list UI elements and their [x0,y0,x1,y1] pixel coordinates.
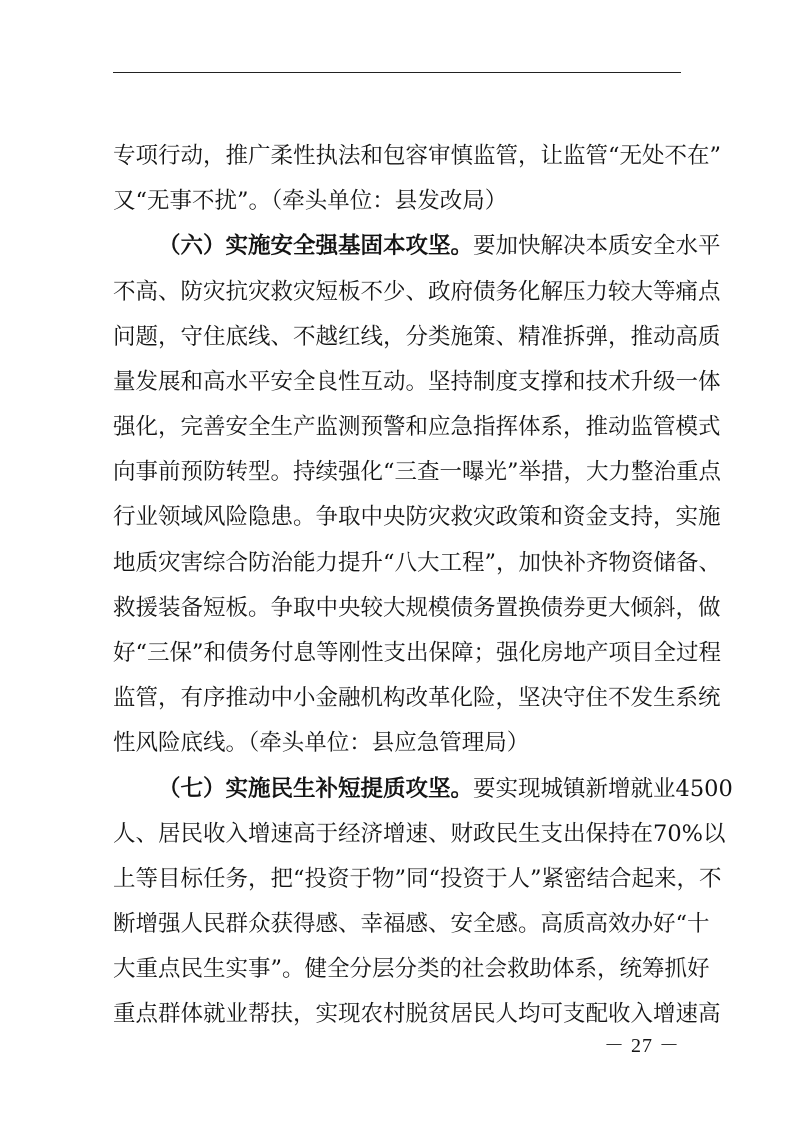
text-line: 救援装备短板。争取中央较大规模债务置换债券更大倾斜，做 [113,595,721,621]
text-line: 性风险底线。（牵头单位：县应急管理局） [113,730,530,756]
text-line: 专项行动，推广柔性执法和包容审慎监管，让监管“无处不在” [113,143,722,169]
text-line: 断增强人民群众获得感、幸福感、安全感。高质高效办好“十 [113,911,710,937]
text-line: 向事前预防转型。持续强化“三查一曝光”举措，大力整治重点 [113,459,722,485]
text-line: 不高、防灾抗灾救灾短板不少、政府债务化解压力较大等痛点 [113,279,721,305]
text-line: 大重点民生实事”。健全分层分类的社会救助体系，统筹抓好 [113,956,710,982]
section-heading-line [158,772,733,806]
text-line: 行业领域风险隐患。争取中央防灾救灾政策和资金支持，实施 [113,504,721,530]
text-line: 地质灾害综合防治能力提升“八大工程”，加快补齐物资储备、 [113,550,722,576]
section-heading-line [158,229,721,263]
text-span: 要实现城镇新增就业4500 [473,776,733,802]
text-line: 强化，完善安全生产监测预警和应急指挥体系，推动监管模式 [113,414,721,440]
section-heading-six: （六）实施安全强基固本攻坚。 [158,233,474,259]
text-span: 要加快解决本质安全水平 [473,233,721,259]
text-line: 上等目标任务，把“投资于物”同“投资于人”紧密结合起来，不 [113,866,722,892]
text-line: 又“无事不扰”。（牵头单位：县发改局） [113,188,508,214]
text-line: 人、居民收入增速高于经济增速、财政民生支出保持在70%以 [113,821,726,847]
text-line: 问题，守住底线、不越红线，分类施策、精准拆弹，推动高质 [113,324,721,350]
text-line: 重点群体就业帮扶，实现农村脱贫居民人均可支配收入增速高 [113,1001,721,1027]
section-heading-seven: （七）实施民生补短提质攻坚。 [158,776,474,802]
text-line: 监管，有序推动中小金融机构改革化险，坚决守住不发生系统 [113,685,721,711]
text-line: 好“三保”和债务付息等刚性支出保障；强化房地产项目全过程 [113,640,722,666]
page-number: － 27 － [604,1035,680,1057]
text-line: 量发展和高水平安全良性互动。坚持制度支撑和技术升级一体 [113,369,721,395]
header-rule [113,72,681,73]
